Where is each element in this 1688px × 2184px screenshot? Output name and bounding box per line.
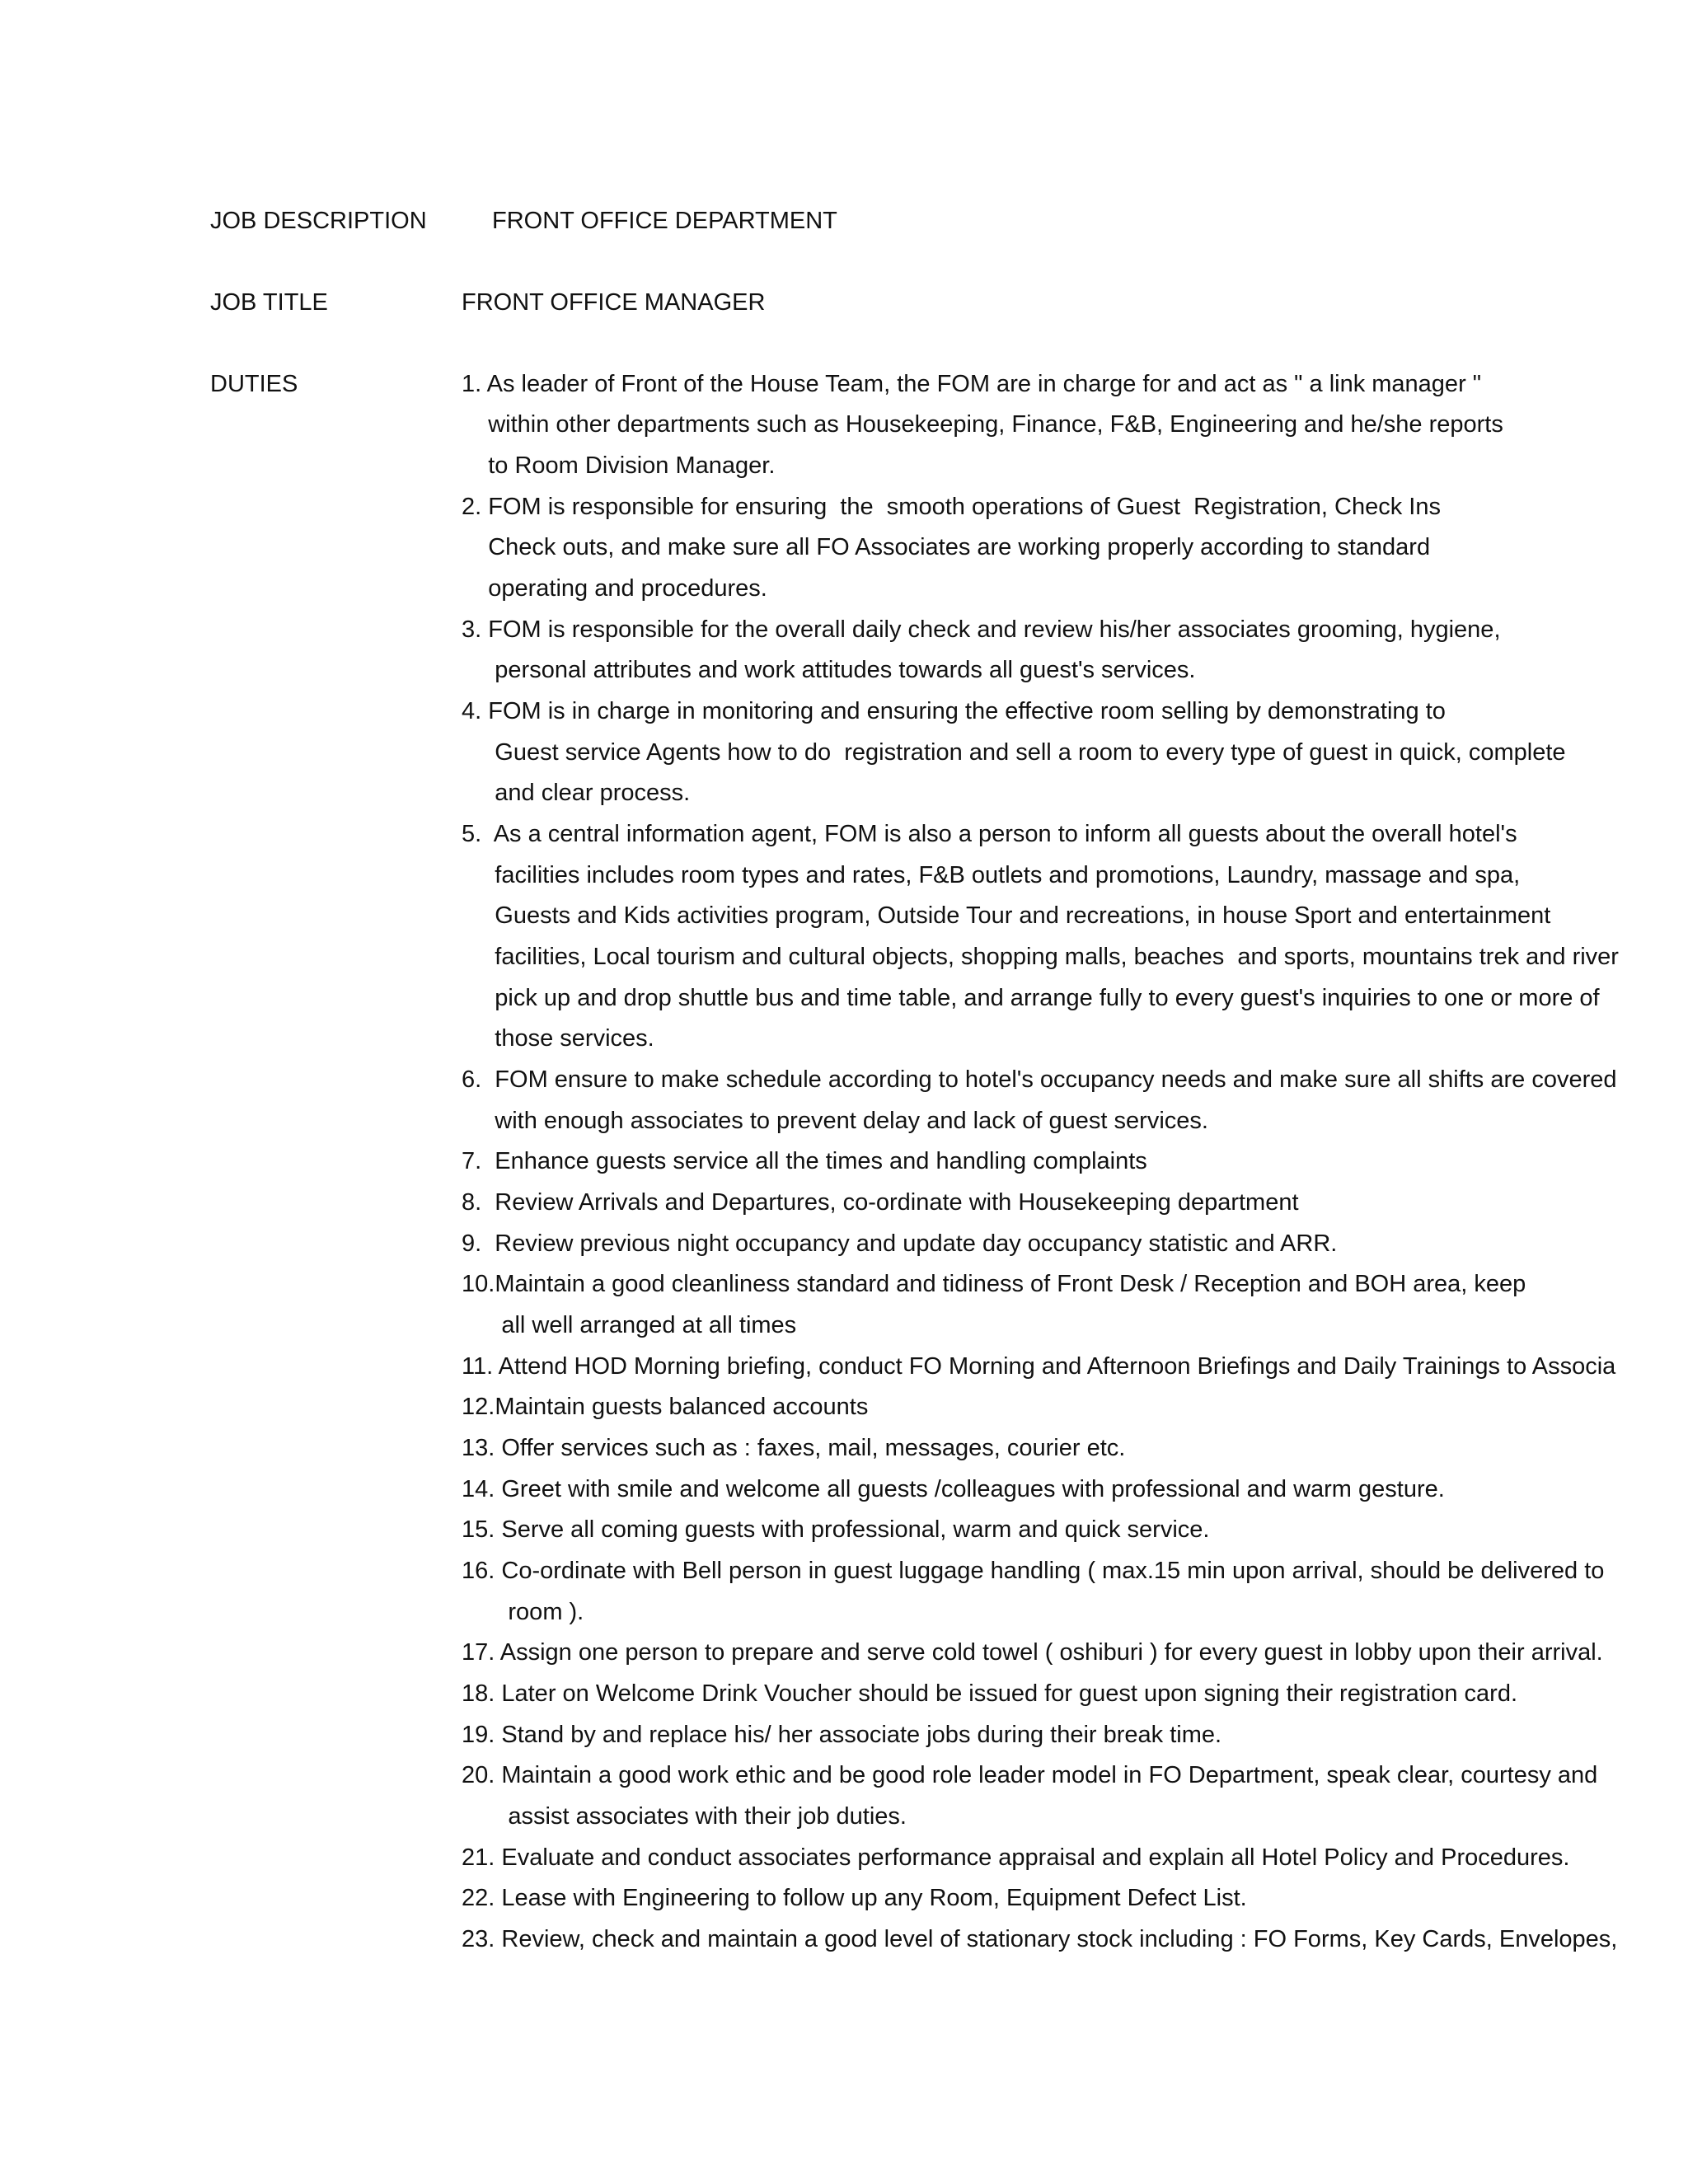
duty-line: 3. FOM is responsible for the overall daily check and review his/her associates grooming, hygiene, bbox=[462, 616, 1501, 643]
duty-line: pick up and drop shuttle bus and time table, and arrange fully to every guest's inquiries to one or more of bbox=[462, 985, 1600, 1011]
duty-line: to Room Division Manager. bbox=[462, 452, 776, 479]
duty-line: those services. bbox=[462, 1025, 654, 1052]
duty-line: 20. Maintain a good work ethic and be good role leader model in FO Department, speak clear, courtesy and bbox=[462, 1762, 1598, 1788]
duty-line: 14. Greet with smile and welcome all guests /colleagues with professional and warm gesture. bbox=[462, 1476, 1445, 1502]
duty-line: Guests and Kids activities program, Outside Tour and recreations, in house Sport and entertainment bbox=[462, 902, 1551, 929]
duty-line: all well arranged at all times bbox=[462, 1312, 797, 1338]
duty-line: 6. FOM ensure to make schedule according to hotel's occupancy needs and make sure all shifts are covered bbox=[462, 1066, 1617, 1093]
job-description-value: FRONT OFFICE DEPARTMENT bbox=[492, 208, 837, 234]
job-title-label: JOB TITLE bbox=[210, 289, 328, 316]
duty-line: 22. Lease with Engineering to follow up any Room, Equipment Defect List. bbox=[462, 1885, 1247, 1911]
duty-line: 18. Later on Welcome Drink Voucher should be issued for guest upon signing their registration card. bbox=[462, 1680, 1518, 1707]
job-description-label: JOB DESCRIPTION bbox=[210, 208, 427, 234]
duty-line: personal attributes and work attitudes towards all guest's services. bbox=[462, 657, 1196, 683]
duty-line: facilities, Local tourism and cultural objects, shopping malls, beaches and sports, mountains trek and river bbox=[462, 944, 1619, 970]
duty-line: 23. Review, check and maintain a good level of stationary stock including : FO Forms, Key Cards, Envelopes, bbox=[462, 1926, 1618, 1952]
duty-line: 16. Co-ordinate with Bell person in guest luggage handling ( max.15 min upon arrival, should be delivered to bbox=[462, 1558, 1605, 1584]
duty-line: Check outs, and make sure all FO Associates are working properly according to standard bbox=[462, 534, 1431, 560]
duty-line: 10.Maintain a good cleanliness standard and tidiness of Front Desk / Reception and BOH area, keep bbox=[462, 1271, 1526, 1297]
duty-line: within other departments such as Housekeeping, Finance, F&B, Engineering and he/she reports bbox=[462, 411, 1503, 438]
duty-line: with enough associates to prevent delay and lack of guest services. bbox=[462, 1108, 1208, 1134]
duty-line: 4. FOM is in charge in monitoring and ensuring the effective room selling by demonstrating to bbox=[462, 698, 1446, 724]
duty-line: facilities includes room types and rates, F&B outlets and promotions, Laundry, massage and spa, bbox=[462, 862, 1521, 888]
duty-line: Guest service Agents how to do registration and sell a room to every type of guest in quick, complete bbox=[462, 739, 1566, 766]
job-title-value: FRONT OFFICE MANAGER bbox=[462, 289, 766, 316]
duty-line: 5. As a central information agent, FOM is also a person to inform all guests about the overall hotel's bbox=[462, 821, 1517, 847]
duty-line: 8. Review Arrivals and Departures, co-ordinate with Housekeeping department bbox=[462, 1189, 1299, 1216]
duty-line: 19. Stand by and replace his/ her associate jobs during their break time. bbox=[462, 1722, 1222, 1748]
duty-line: assist associates with their job duties. bbox=[462, 1803, 907, 1830]
duty-line: 1. As leader of Front of the House Team, the FOM are in charge for and act as " a link manager " bbox=[462, 371, 1482, 397]
duty-line: 13. Offer services such as : faxes, mail, messages, courier etc. bbox=[462, 1435, 1126, 1461]
duty-line: 9. Review previous night occupancy and update day occupancy statistic and ARR. bbox=[462, 1230, 1338, 1257]
duty-line: operating and procedures. bbox=[462, 575, 767, 602]
duty-line: and clear process. bbox=[462, 780, 691, 806]
duty-line: 21. Evaluate and conduct associates performance appraisal and explain all Hotel Policy and Procedures. bbox=[462, 1844, 1570, 1871]
duty-line: 15. Serve all coming guests with professional, warm and quick service. bbox=[462, 1516, 1210, 1543]
duty-line: 12.Maintain guests balanced accounts bbox=[462, 1394, 869, 1420]
duty-line: 2. FOM is responsible for ensuring the smooth operations of Guest Registration, Check Ins bbox=[462, 494, 1441, 520]
duty-line: 11. Attend HOD Morning briefing, conduct FO Morning and Afternoon Briefings and Daily Trainings to Associa bbox=[462, 1353, 1616, 1380]
duties-label: DUTIES bbox=[210, 371, 298, 397]
duty-line: 17. Assign one person to prepare and serve cold towel ( oshiburi ) for every guest in lobby upon their arrival. bbox=[462, 1639, 1603, 1666]
duty-line: room ). bbox=[462, 1599, 584, 1625]
duty-line: 7. Enhance guests service all the times and handling complaints bbox=[462, 1148, 1147, 1174]
